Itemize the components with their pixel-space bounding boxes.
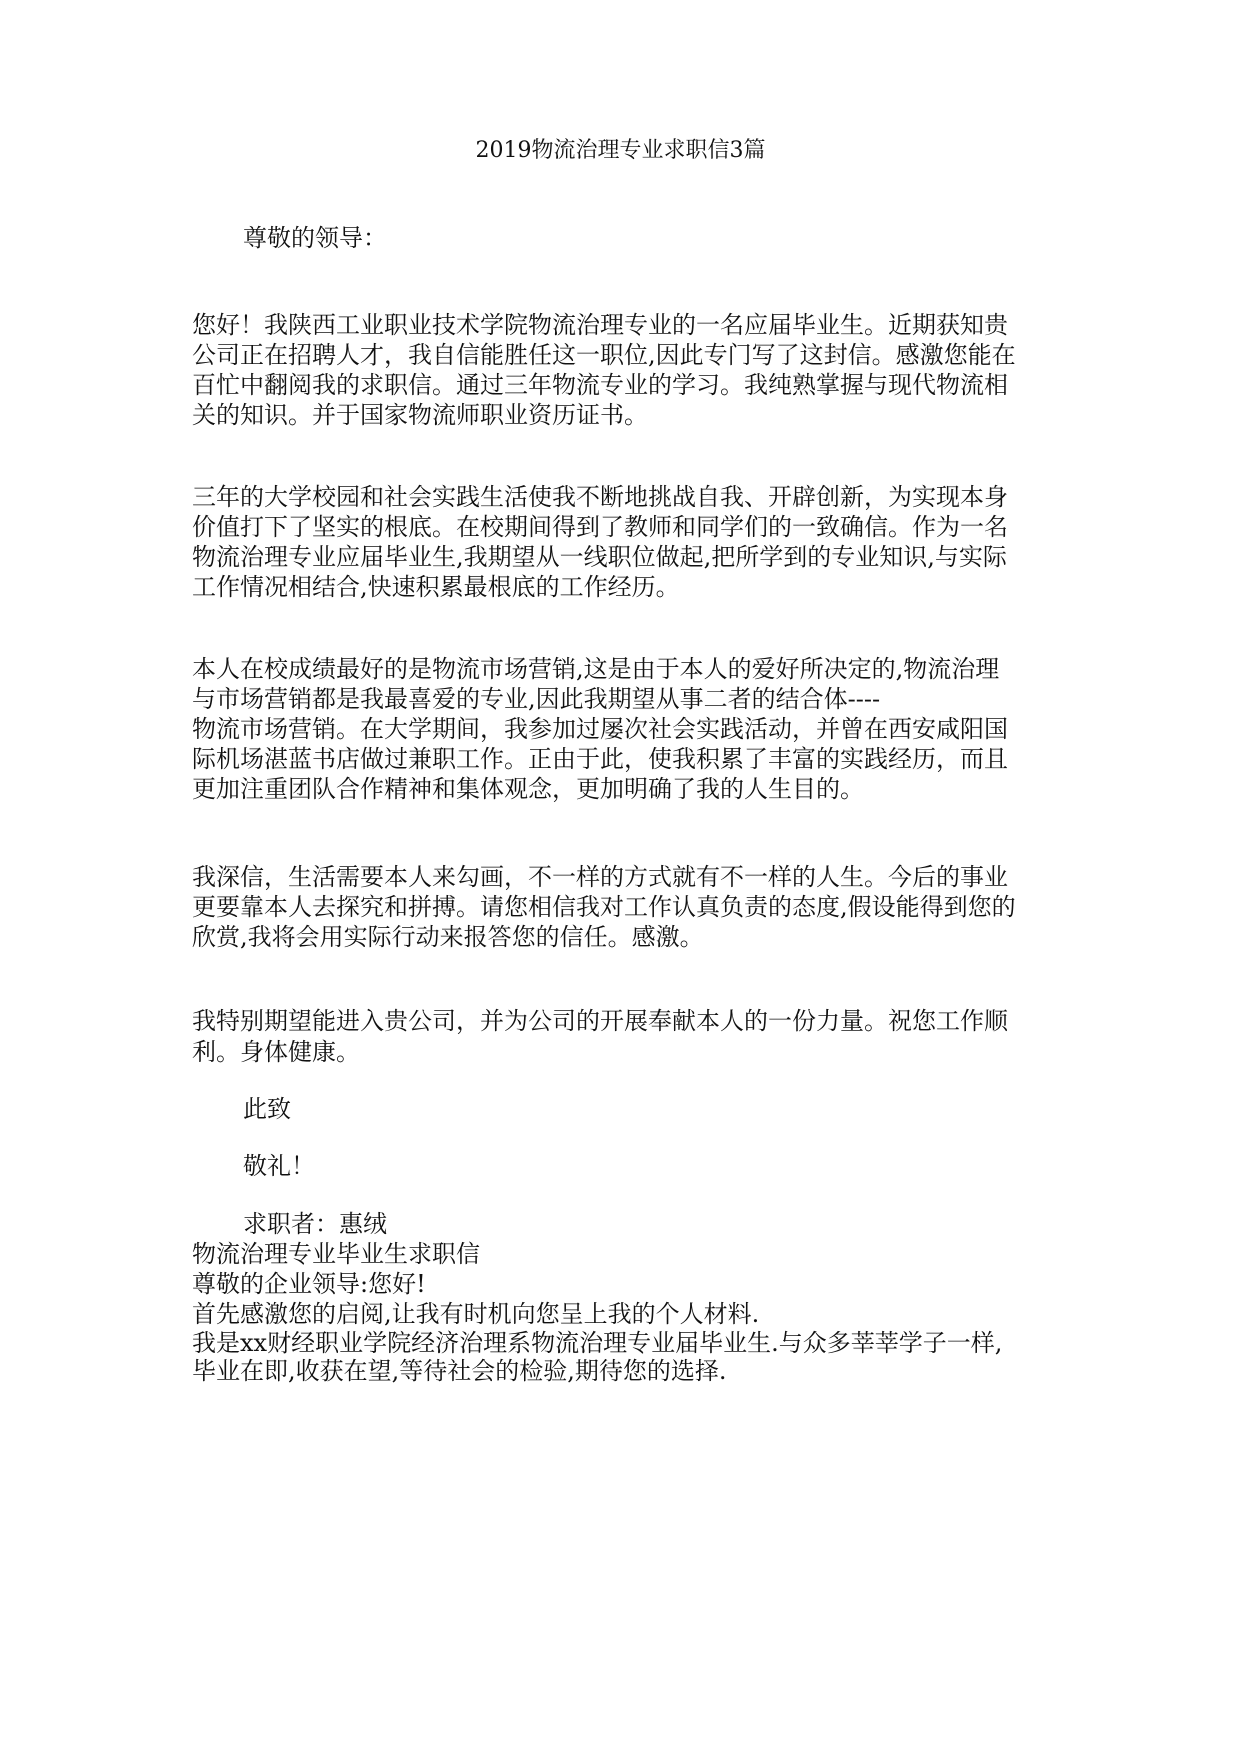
text-line: 百忙中翻阅我的求职信。通过三年物流专业的学习。我纯熟掌握与现代物流相 <box>192 371 1008 399</box>
text-line: 物流治理专业应届毕业生,我期望从一线职位做起,把所学到的专业知识,与实际 <box>192 543 1007 571</box>
text-line: 关的知识。并于国家物流师职业资历证书。 <box>192 401 648 429</box>
text-line: 首先感激您的启阅,让我有时机向您呈上我的个人材料. <box>192 1300 760 1328</box>
text-line: 公司正在招聘人才，我自信能胜任这一职位,因此专门写了这封信。感激您能在 <box>192 341 1016 369</box>
second-letter-title: 物流治理专业毕业生求职信 <box>192 1240 480 1268</box>
text-line: 价值打下了坚实的根底。在校期间得到了教师和同学们的一致确信。作为一名 <box>192 513 1008 541</box>
text-line: 您好！我陕西工业职业技术学院物流治理专业的一名应届毕业生。近期获知贵 <box>192 311 1008 339</box>
signature: 求职者：惠绒 <box>243 1210 387 1238</box>
text-line: 与市场营销都是我最喜爱的专业,因此我期望从事二者的结合体---- <box>192 685 881 713</box>
text-line: 我特别期望能进入贵公司，并为公司的开展奉献本人的一份力量。祝您工作顺 <box>192 1007 1008 1035</box>
text-line: 际机场湛蓝书店做过兼职工作。正由于此，使我积累了丰富的实践经历，而且 <box>192 745 1008 773</box>
text-line: 更加注重团队合作精神和集体观念，更加明确了我的人生目的。 <box>192 775 864 803</box>
closing-line-1: 此致 <box>243 1095 291 1123</box>
text-line: 尊敬的企业领导:您好! <box>192 1270 426 1298</box>
text-line: 三年的大学校园和社会实践生活使我不断地挑战自我、开辟创新，为实现本身 <box>192 483 1008 511</box>
salutation: 尊敬的领导： <box>243 224 387 252</box>
text-line: 利。身体健康。 <box>192 1038 360 1066</box>
closing-line-2: 敬礼！ <box>243 1152 315 1180</box>
text-line: 物流市场营销。在大学期间，我参加过屡次社会实践活动，并曾在西安咸阳国 <box>192 715 1008 743</box>
text-line: 更要靠本人去探究和拼搏。请您相信我对工作认真负责的态度,假设能得到您的 <box>192 893 1016 921</box>
text-line: 我深信，生活需要本人来勾画，不一样的方式就有不一样的人生。今后的事业 <box>192 863 1008 891</box>
text-line: 欣赏,我将会用实际行动来报答您的信任。感激。 <box>192 923 704 951</box>
document-title: 2019物流治理专业求职信3篇 <box>475 138 766 163</box>
text-line: 毕业在即,收获在望,等待社会的检验,期待您的选择. <box>192 1357 727 1385</box>
text-line: 工作情况相结合,快速积累最根底的工作经历。 <box>192 573 680 601</box>
text-line: 本人在校成绩最好的是物流市场营销,这是由于本人的爱好所决定的,物流治理 <box>192 655 1000 683</box>
text-line: 我是xx财经职业学院经济治理系物流治理专业届毕业生.与众多莘莘学子一样, <box>192 1329 1003 1357</box>
